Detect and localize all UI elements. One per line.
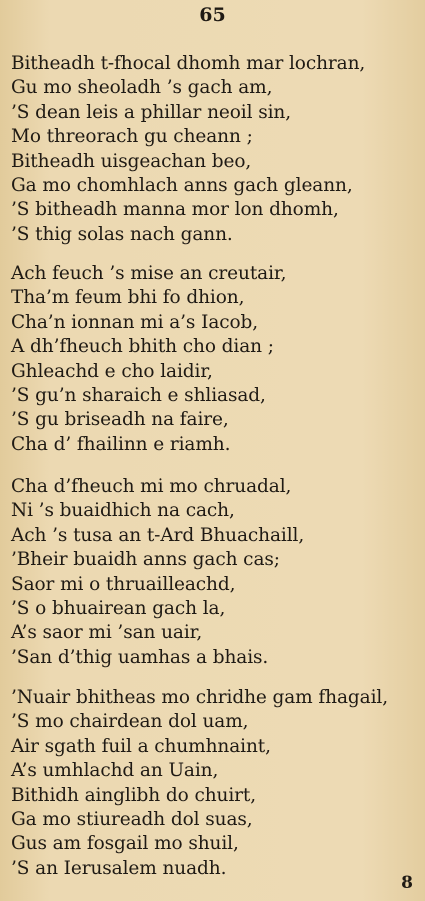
verse-line: Ghleachd e cho laidir, [11,360,213,382]
verse-line: ’S o bhuairean gach la, [11,597,226,619]
verse-line: ’Bheir buaidh anns gach cas; [11,549,280,571]
verse-line: Gus am fosgail mo shuil, [11,833,239,855]
verse-line: Ach ’s tusa an t-Ard Bhuachaill, [11,524,305,546]
verse-line: Mo threorach gu cheann ; [11,126,253,148]
verse-line: ’Nuair bhitheas mo chridhe gam fhagail, [11,687,388,708]
stanza-3 [11,475,416,670]
page-number: 65 [199,4,226,26]
verse-line: ’S mo chairdean dol uam, [11,711,249,733]
verse-line: Cha’n ionnan mi a’s Iacob, [11,311,259,333]
verse-line: ’S gu’n sharaich e shliasad, [11,384,266,406]
verse-line: Gu mo sheoladh ’s gach am, [11,77,273,99]
verse-line: Saor mi o thruailleachd, [11,573,236,595]
verse-line: Bithidh ainglibh do chuirt, [11,784,257,806]
verse-line: ’S an Ierusalem nuadh. [11,857,227,879]
verse-line: ’S gu briseadh na faire, [11,409,229,431]
verse-line: Ga mo stiureadh dol suas, [11,808,253,830]
verse-line: Tha’m feum bhi fo dhion, [11,287,245,309]
verse-line: ’S thig solas nach gann. [11,223,233,245]
stanza-2 [11,262,416,457]
verse-line: ’S bitheadh manna mor lon dhomh, [11,199,339,221]
signature-mark: 8 [401,873,413,893]
stanza-4 [11,686,416,881]
verse-line: Bitheadh uisgeachan beo, [11,150,252,172]
verse-line: Air sgath fuil a chumhnaint, [11,735,271,757]
verse-line: A’s saor mi ’san uair, [11,622,203,644]
verse-line: ’San d’thig uamhas a bhais. [11,646,269,668]
verse-line: ’S dean leis a phillar neoil sin, [11,101,291,123]
verse-line: A’s umhlachd an Uain, [11,760,219,782]
verse-line: Cha d’fheuch mi mo chruadal, [11,476,292,497]
verse-line: A dh’fheuch bhith cho dian ; [11,336,274,358]
verse-line: Ach feuch ’s mise an creutair, [11,263,287,284]
verse-line: Bitheadh t-fhocal dhomh mar lochran, [11,53,366,74]
verse-line: Ni ’s buaidhich na cach, [11,500,235,522]
verse-line: Cha d’ fhailinn e riamh. [11,433,231,455]
stanza-1 [11,52,416,247]
verse-line: Ga mo chomhlach anns gach gleann, [11,174,353,196]
